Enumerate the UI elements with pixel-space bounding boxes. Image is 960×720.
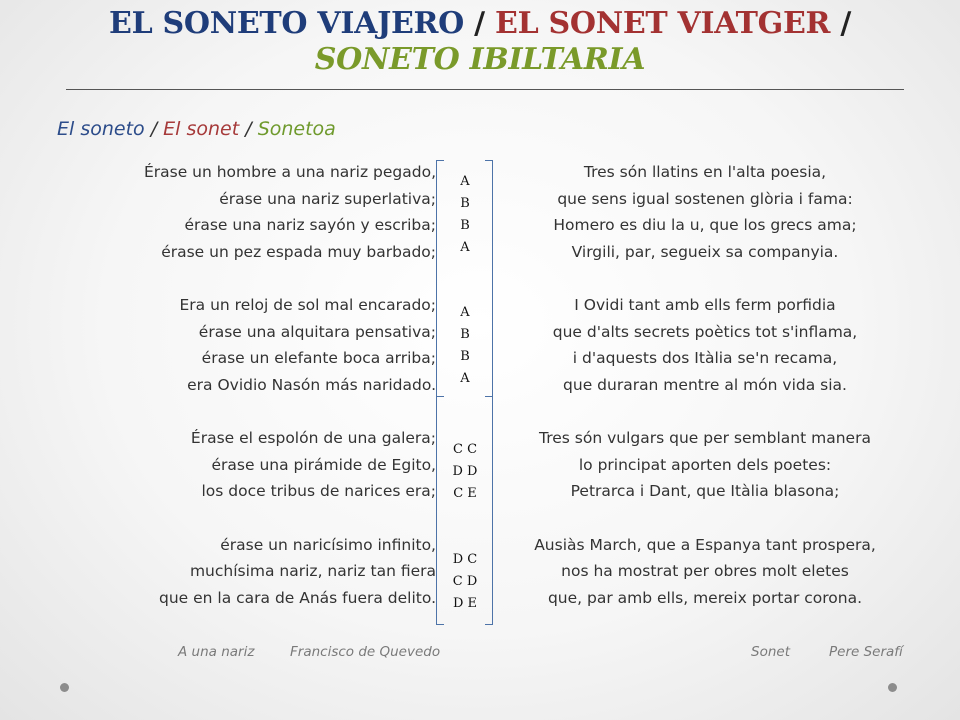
verse-line: érase un pez espada muy barbado; <box>161 242 436 261</box>
verse-line: érase una pirámide de Egito, <box>211 455 436 474</box>
subtitle-spanish: El soneto <box>57 118 145 140</box>
verse-line: Ausiàs March, que a Espanya tant prospera, <box>534 535 876 554</box>
title-separator: / <box>474 6 485 41</box>
verse-line: érase una alquitara pensativa; <box>198 322 436 341</box>
verse-line: Érase un hombre a una nariz pegado, <box>143 163 436 181</box>
right-bracket-tick-mid <box>485 396 493 397</box>
verse-line: Era un reloj de sol mal encarado; <box>179 296 436 314</box>
rhyme-scheme-tercet-2 <box>440 549 490 615</box>
left-decorative-dot <box>60 683 69 692</box>
verse-line: Érase el espolón de una galera; <box>190 429 436 447</box>
rhyme-pair: C D <box>452 574 478 589</box>
verse-line: i d'aquests dos Itàlia se'n recama, <box>572 349 838 367</box>
rhyme-letter: B <box>460 218 470 233</box>
verse-line: muchísima nariz, nariz tan fiera <box>189 562 436 580</box>
verse-line: érase un elefante boca arriba; <box>201 349 436 367</box>
verse-line: que sens igual sostenen glòria i fama: <box>557 189 853 208</box>
rhyme-scheme-quatrain-1 <box>440 171 490 259</box>
verse-line: que en la cara de Anás fuera delito. <box>158 588 436 607</box>
verse-line: érase una nariz sayón y escriba; <box>184 216 436 234</box>
verse-line: era Ovidio Nasón más naridado. <box>187 375 436 394</box>
rhyme-letter: B <box>460 349 470 364</box>
title-catalan: EL SONET VIATGER <box>495 6 831 41</box>
left-work-title: A una nariz <box>178 644 255 660</box>
subtitle-catalan: El sonet <box>163 118 240 140</box>
verse-line: érase una nariz superlativa; <box>219 189 436 208</box>
slide-title <box>40 6 920 78</box>
rhyme-scheme-tercet-1 <box>440 439 490 505</box>
left-bracket-tick-top <box>436 160 444 161</box>
subtitle <box>57 116 336 142</box>
rhyme-pair: D E <box>452 596 478 611</box>
verse-line: Tres són vulgars que per semblant manera <box>539 429 871 447</box>
verse-line: I Ovidi tant amb ells ferm porfidia <box>574 296 836 314</box>
title-spanish: EL SONETO VIAJERO <box>109 6 465 41</box>
right-quatrain-1 <box>505 159 905 265</box>
title-basque: SONETO IBILTARIA <box>314 42 646 77</box>
verse-line: Tres són llatins en l'alta poesia, <box>583 163 827 181</box>
left-tercet-1 <box>40 425 436 505</box>
rhyme-pair: D D <box>452 464 478 479</box>
rhyme-scheme-quatrain-2 <box>440 302 490 390</box>
left-quatrain-2 <box>40 292 436 398</box>
rhyme-pair: D C <box>452 552 478 567</box>
verse-line: Homero es diu la u, que los grecs ama; <box>553 216 857 234</box>
left-bracket-tick-bottom <box>436 624 444 625</box>
right-decorative-dot <box>888 683 897 692</box>
verse-line: Petrarca i Dant, que Itàlia blasona; <box>570 482 840 500</box>
rhyme-pair: C C <box>452 442 478 457</box>
left-author: Francisco de Quevedo <box>290 644 441 660</box>
left-poem <box>40 159 436 611</box>
right-tercet-1 <box>505 425 905 505</box>
verse-line: nos ha mostrat per obres molt eletes <box>561 562 849 580</box>
rhyme-pair: C E <box>453 486 477 501</box>
subtitle-separator: / <box>245 118 252 140</box>
subtitle-separator: / <box>150 118 158 140</box>
rhyme-letter: A <box>460 371 470 386</box>
rhyme-letter: A <box>460 174 470 189</box>
left-bracket-tick-mid <box>436 396 444 397</box>
verse-line: Virgili, par, segueix sa companyia. <box>571 242 839 261</box>
verse-line: lo principat aporten dels poetes: <box>578 455 832 474</box>
right-work-title: Sonet <box>751 644 790 660</box>
verse-line: que duraran mentre al món vida sia. <box>563 375 847 394</box>
subtitle-basque: Sonetoa <box>257 118 336 140</box>
left-bracket-line <box>436 160 437 625</box>
rhyme-letter: A <box>460 305 470 320</box>
right-tercet-2 <box>505 532 905 612</box>
right-bracket-line <box>492 160 493 625</box>
right-bracket-tick-bottom <box>485 624 493 625</box>
right-author: Pere Serafí <box>829 644 903 660</box>
left-quatrain-1 <box>40 159 436 265</box>
rhyme-letter: B <box>460 327 470 342</box>
verse-line: que d'alts secrets poètics tot s'inflama, <box>552 322 858 341</box>
title-divider <box>66 89 904 90</box>
verse-line: los doce tribus de narices era; <box>201 482 436 500</box>
rhyme-letter: A <box>460 240 470 255</box>
rhyme-letter: B <box>460 196 470 211</box>
verse-line: érase un naricísimo infinito, <box>220 535 436 554</box>
right-quatrain-2 <box>505 292 905 398</box>
right-poem <box>505 159 905 611</box>
title-separator: / <box>840 6 851 41</box>
right-bracket-tick-top <box>485 160 493 161</box>
left-tercet-2 <box>40 532 436 612</box>
verse-line: que, par amb ells, mereix portar corona. <box>547 588 863 607</box>
